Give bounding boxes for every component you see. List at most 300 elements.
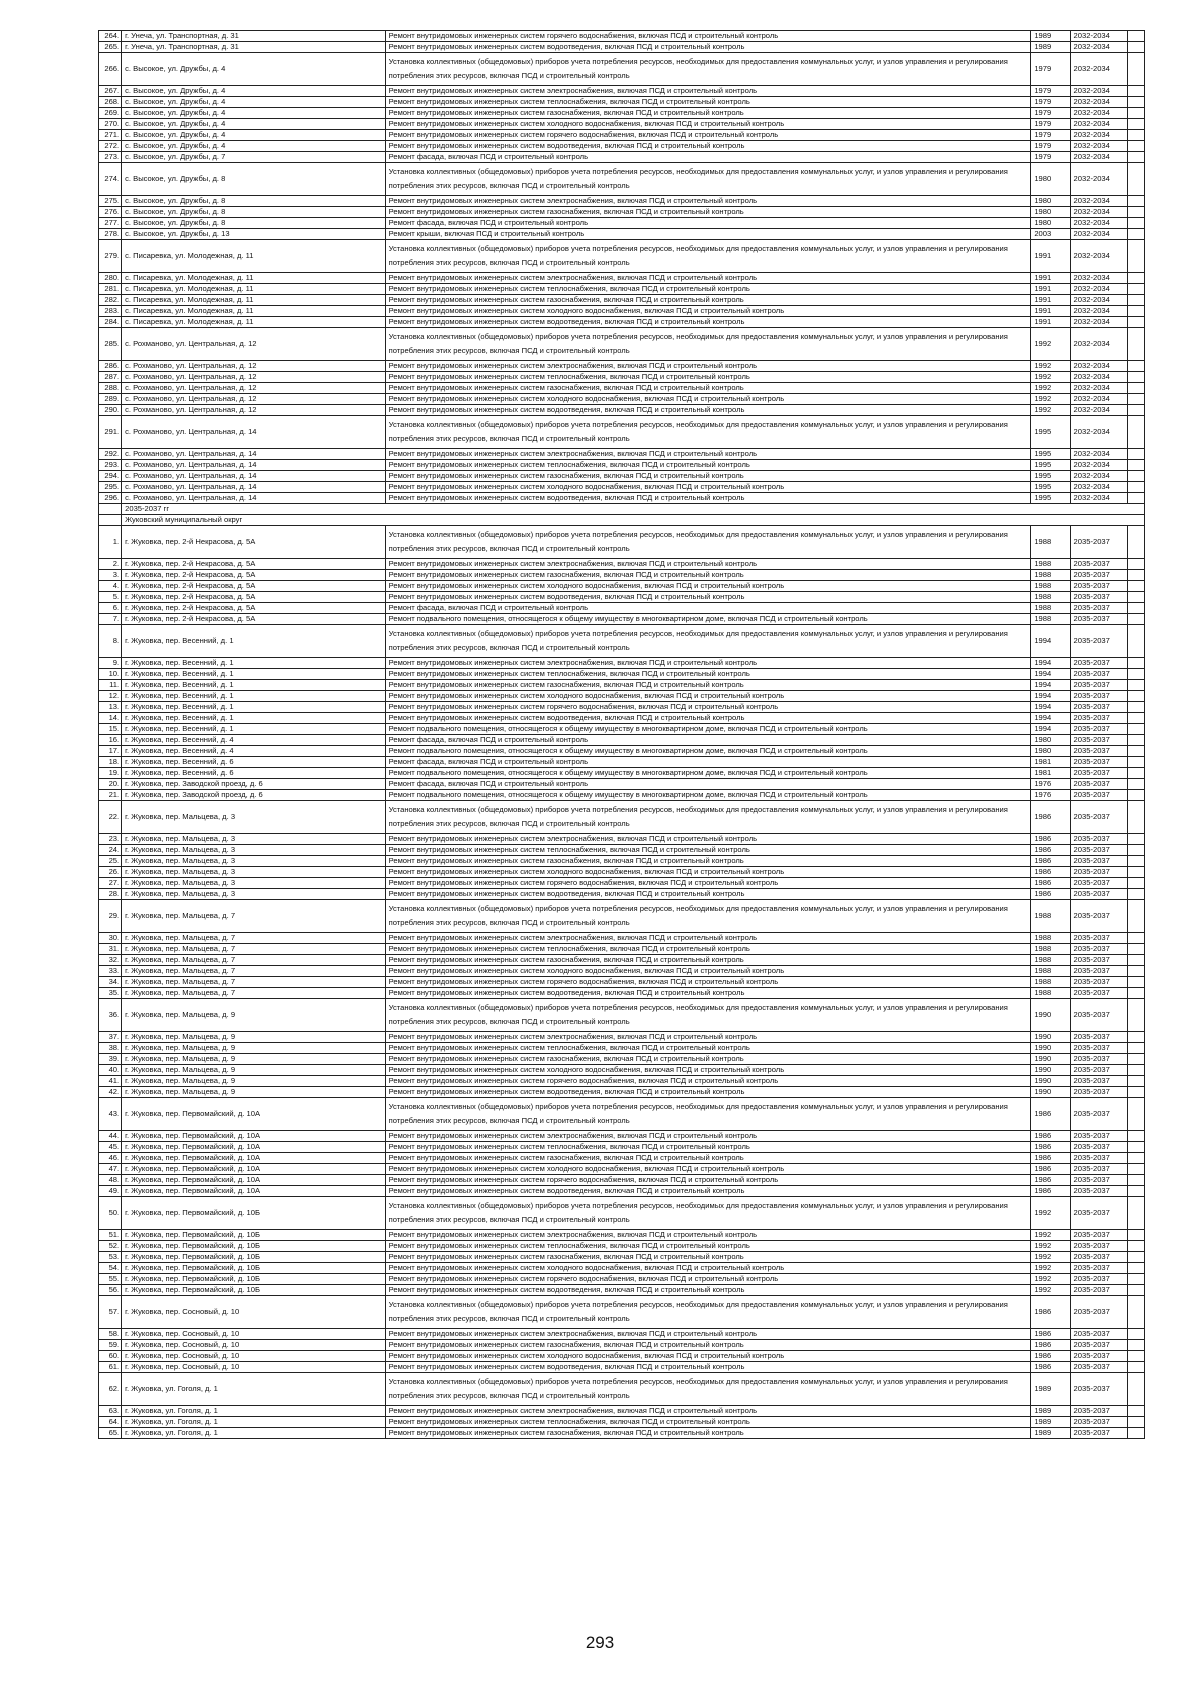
year-built-cell: 1990 xyxy=(1031,1076,1070,1087)
table-row xyxy=(99,735,1145,746)
address-cell: с. Высокое, ул. Дружбы, д. 4 xyxy=(122,119,386,130)
row-number: 46. xyxy=(99,1153,122,1164)
planned-period-cell: 2035-2037 xyxy=(1070,1274,1127,1285)
table-row xyxy=(99,889,1145,900)
table-row xyxy=(99,196,1145,207)
work-type-cell: Ремонт внутридомовых инженерных систем водоотведения, включая ПСД и строительный контроль xyxy=(385,493,1031,504)
empty-cell xyxy=(1127,966,1144,977)
address-cell: г. Жуковка, пер. Мальцева, д. 7 xyxy=(122,955,386,966)
row-number: 53. xyxy=(99,1252,122,1263)
planned-period-cell: 2032-2034 xyxy=(1070,471,1127,482)
row-number: 35. xyxy=(99,988,122,999)
table-row xyxy=(99,53,1145,86)
empty-cell xyxy=(1127,295,1144,306)
work-type-cell: Установка коллективных (общедомовых) приборов учета потребления ресурсов, необходимых для предоставления коммунальных услуг, и узлов управления и регулирования потребления этих ресурсов, включая ПСД и строительный контроль xyxy=(385,900,1031,933)
address-cell: г. Жуковка, пер. Мальцева, д. 9 xyxy=(122,1087,386,1098)
section-title: 2035-2037 гг xyxy=(122,504,1145,515)
year-built-cell: 1990 xyxy=(1031,999,1070,1032)
work-type-cell: Ремонт внутридомовых инженерных систем горячего водоснабжения, включая ПСД и строительный контроль xyxy=(385,130,1031,141)
table-row xyxy=(99,1164,1145,1175)
row-number: 49. xyxy=(99,1186,122,1197)
address-cell: г. Жуковка, пер. Мальцева, д. 7 xyxy=(122,966,386,977)
empty-cell xyxy=(1127,603,1144,614)
table-row xyxy=(99,757,1145,768)
address-cell: г. Жуковка, пер. Первомайский, д. 10Б xyxy=(122,1252,386,1263)
row-number: 14. xyxy=(99,713,122,724)
planned-period-cell: 2035-2037 xyxy=(1070,1153,1127,1164)
row-number: 274. xyxy=(99,163,122,196)
work-type-cell: Ремонт внутридомовых инженерных систем электроснабжения, включая ПСД и строительный контроль xyxy=(385,1032,1031,1043)
empty-cell xyxy=(1127,1032,1144,1043)
address-cell: с. Рохманово, ул. Центральная, д. 12 xyxy=(122,394,386,405)
planned-period-cell: 2032-2034 xyxy=(1070,284,1127,295)
empty-cell xyxy=(1127,306,1144,317)
year-built-cell: 1992 xyxy=(1031,1285,1070,1296)
year-built-cell: 1988 xyxy=(1031,581,1070,592)
planned-period-cell: 2035-2037 xyxy=(1070,691,1127,702)
work-type-cell: Ремонт крыши, включая ПСД и строительный контроль xyxy=(385,229,1031,240)
year-built-cell: 1979 xyxy=(1031,130,1070,141)
row-number: 31. xyxy=(99,944,122,955)
planned-period-cell: 2032-2034 xyxy=(1070,295,1127,306)
empty-cell xyxy=(1127,1230,1144,1241)
work-type-cell: Установка коллективных (общедомовых) приборов учета потребления ресурсов, необходимых для предоставления коммунальных услуг, и узлов управления и регулирования потребления этих ресурсов, включая ПСД и строительный контроль xyxy=(385,801,1031,834)
year-built-cell: 1989 xyxy=(1031,1417,1070,1428)
year-built-cell: 1986 xyxy=(1031,801,1070,834)
year-built-cell: 1994 xyxy=(1031,669,1070,680)
year-built-cell: 1981 xyxy=(1031,768,1070,779)
planned-period-cell: 2032-2034 xyxy=(1070,163,1127,196)
work-type-cell: Ремонт внутридомовых инженерных систем теплоснабжения, включая ПСД и строительный контроль xyxy=(385,1142,1031,1153)
work-type-cell: Ремонт внутридомовых инженерных систем газоснабжения, включая ПСД и строительный контроль xyxy=(385,1153,1031,1164)
work-type-cell: Установка коллективных (общедомовых) приборов учета потребления ресурсов, необходимых для предоставления коммунальных услуг, и узлов управления и регулирования потребления этих ресурсов, включая ПСД и строительный контроль xyxy=(385,1296,1031,1329)
empty-cell xyxy=(1127,1153,1144,1164)
work-type-cell: Ремонт внутридомовых инженерных систем горячего водоснабжения, включая ПСД и строительный контроль xyxy=(385,878,1031,889)
address-cell: г. Жуковка, пер. Весенний, д. 4 xyxy=(122,735,386,746)
table-row xyxy=(99,680,1145,691)
row-number: 266. xyxy=(99,53,122,86)
planned-period-cell: 2035-2037 xyxy=(1070,1285,1127,1296)
table-row xyxy=(99,163,1145,196)
year-built-cell: 1989 xyxy=(1031,1373,1070,1406)
empty-cell xyxy=(1127,119,1144,130)
work-type-cell: Ремонт внутридомовых инженерных систем холодного водоснабжения, включая ПСД и строительный контроль xyxy=(385,1164,1031,1175)
table-row xyxy=(99,702,1145,713)
address-cell: г. Жуковка, пер. Весенний, д. 4 xyxy=(122,746,386,757)
table-row xyxy=(99,1230,1145,1241)
row-number: 11. xyxy=(99,680,122,691)
row-number: 5. xyxy=(99,592,122,603)
planned-period-cell: 2035-2037 xyxy=(1070,1263,1127,1274)
table-row xyxy=(99,614,1145,625)
address-cell: с. Высокое, ул. Дружбы, д. 7 xyxy=(122,152,386,163)
address-cell: г. Жуковка, пер. Весенний, д. 1 xyxy=(122,669,386,680)
empty-cell xyxy=(1127,1406,1144,1417)
work-type-cell: Ремонт внутридомовых инженерных систем холодного водоснабжения, включая ПСД и строительный контроль xyxy=(385,482,1031,493)
row-number: 286. xyxy=(99,361,122,372)
row-number: 59. xyxy=(99,1340,122,1351)
year-built-cell: 1991 xyxy=(1031,295,1070,306)
empty-cell xyxy=(1127,97,1144,108)
table-row xyxy=(99,207,1145,218)
empty-cell xyxy=(1127,1274,1144,1285)
planned-period-cell: 2035-2037 xyxy=(1070,1142,1127,1153)
table-row xyxy=(99,1142,1145,1153)
address-cell: г. Жуковка, пер. Сосновый, д. 10 xyxy=(122,1329,386,1340)
planned-period-cell: 2035-2037 xyxy=(1070,1252,1127,1263)
row-number: 58. xyxy=(99,1329,122,1340)
year-built-cell: 1986 xyxy=(1031,1142,1070,1153)
year-built-cell: 1986 xyxy=(1031,1098,1070,1131)
year-built-cell: 1980 xyxy=(1031,207,1070,218)
row-number: 24. xyxy=(99,845,122,856)
year-built-cell: 1979 xyxy=(1031,141,1070,152)
row-number: 296. xyxy=(99,493,122,504)
work-type-cell: Ремонт внутридомовых инженерных систем водоотведения, включая ПСД и строительный контроль xyxy=(385,889,1031,900)
empty-cell xyxy=(1127,1417,1144,1428)
row-number: 7. xyxy=(99,614,122,625)
address-cell: с. Рохманово, ул. Центральная, д. 12 xyxy=(122,372,386,383)
work-type-cell: Ремонт внутридомовых инженерных систем холодного водоснабжения, включая ПСД и строительный контроль xyxy=(385,1263,1031,1274)
year-built-cell: 1995 xyxy=(1031,416,1070,449)
empty-cell xyxy=(1127,416,1144,449)
empty-cell xyxy=(1127,1285,1144,1296)
planned-period-cell: 2035-2037 xyxy=(1070,988,1127,999)
address-cell: с. Рохманово, ул. Центральная, д. 14 xyxy=(122,493,386,504)
table-row xyxy=(99,449,1145,460)
work-type-cell: Ремонт внутридомовых инженерных систем холодного водоснабжения, включая ПСД и строительный контроль xyxy=(385,1065,1031,1076)
row-number: 279. xyxy=(99,240,122,273)
year-built-cell: 1992 xyxy=(1031,328,1070,361)
table-row xyxy=(99,1351,1145,1362)
table-row xyxy=(99,625,1145,658)
empty-cell xyxy=(1127,1252,1144,1263)
row-number: 63. xyxy=(99,1406,122,1417)
address-cell: г. Жуковка, пер. Первомайский, д. 10А xyxy=(122,1175,386,1186)
work-type-cell: Ремонт внутридомовых инженерных систем теплоснабжения, включая ПСД и строительный контроль xyxy=(385,1241,1031,1252)
table-row xyxy=(99,746,1145,757)
work-type-cell: Установка коллективных (общедомовых) приборов учета потребления ресурсов, необходимых для предоставления коммунальных услуг, и узлов управления и регулирования потребления этих ресурсов, включая ПСД и строительный контроль xyxy=(385,1197,1031,1230)
address-cell: с. Рохманово, ул. Центральная, д. 12 xyxy=(122,328,386,361)
address-cell: г. Жуковка, пер. Сосновый, д. 10 xyxy=(122,1296,386,1329)
year-built-cell: 1991 xyxy=(1031,273,1070,284)
work-type-cell: Ремонт внутридомовых инженерных систем газоснабжения, включая ПСД и строительный контроль xyxy=(385,207,1031,218)
work-type-cell: Ремонт внутридомовых инженерных систем водоотведения, включая ПСД и строительный контроль xyxy=(385,405,1031,416)
row-number: 268. xyxy=(99,97,122,108)
empty-cell xyxy=(1127,625,1144,658)
empty-cell xyxy=(1127,1296,1144,1329)
table-row xyxy=(99,1417,1145,1428)
planned-period-cell: 2035-2037 xyxy=(1070,702,1127,713)
empty-cell xyxy=(1127,130,1144,141)
year-built-cell: 1990 xyxy=(1031,1054,1070,1065)
work-type-cell: Ремонт внутридомовых инженерных систем холодного водоснабжения, включая ПСД и строительный контроль xyxy=(385,119,1031,130)
planned-period-cell: 2035-2037 xyxy=(1070,1362,1127,1373)
table-row xyxy=(99,834,1145,845)
table-row xyxy=(99,218,1145,229)
empty-cell xyxy=(1127,229,1144,240)
year-built-cell: 1994 xyxy=(1031,724,1070,735)
address-cell: г. Жуковка, ул. Гоголя, д. 1 xyxy=(122,1428,386,1439)
row-number: 282. xyxy=(99,295,122,306)
planned-period-cell: 2032-2034 xyxy=(1070,119,1127,130)
address-cell: г. Жуковка, ул. Гоголя, д. 1 xyxy=(122,1373,386,1406)
address-cell: г. Жуковка, пер. Первомайский, д. 10Б xyxy=(122,1263,386,1274)
planned-period-cell: 2032-2034 xyxy=(1070,207,1127,218)
empty-cell xyxy=(1127,1131,1144,1142)
table-row xyxy=(99,845,1145,856)
empty-cell xyxy=(1127,383,1144,394)
address-cell: с. Писаревка, ул. Молодежная, д. 11 xyxy=(122,273,386,284)
empty-cell xyxy=(1127,240,1144,273)
row-number: 30. xyxy=(99,933,122,944)
address-cell: г. Жуковка, пер. Весенний, д. 1 xyxy=(122,713,386,724)
year-built-cell: 1995 xyxy=(1031,482,1070,493)
year-built-cell: 1980 xyxy=(1031,735,1070,746)
row-number: 277. xyxy=(99,218,122,229)
address-cell: с. Высокое, ул. Дружбы, д. 4 xyxy=(122,108,386,119)
work-type-cell: Установка коллективных (общедомовых) приборов учета потребления ресурсов, необходимых для предоставления коммунальных услуг, и узлов управления и регулирования потребления этих ресурсов, включая ПСД и строительный контроль xyxy=(385,526,1031,559)
row-number: 12. xyxy=(99,691,122,702)
table-row xyxy=(99,779,1145,790)
work-type-cell: Ремонт внутридомовых инженерных систем водоотведения, включая ПСД и строительный контроль xyxy=(385,1285,1031,1296)
row-number: 271. xyxy=(99,130,122,141)
empty-cell xyxy=(1127,570,1144,581)
empty-cell xyxy=(1127,768,1144,779)
work-type-cell: Ремонт фасада, включая ПСД и строительный контроль xyxy=(385,779,1031,790)
row-number: 43. xyxy=(99,1098,122,1131)
year-built-cell: 1995 xyxy=(1031,471,1070,482)
planned-period-cell: 2035-2037 xyxy=(1070,570,1127,581)
planned-period-cell: 2035-2037 xyxy=(1070,1230,1127,1241)
empty-cell xyxy=(1127,746,1144,757)
work-type-cell: Ремонт внутридомовых инженерных систем теплоснабжения, включая ПСД и строительный контроль xyxy=(385,845,1031,856)
row-number: 269. xyxy=(99,108,122,119)
empty-cell xyxy=(1127,449,1144,460)
empty-cell xyxy=(1127,86,1144,97)
planned-period-cell: 2032-2034 xyxy=(1070,405,1127,416)
empty-cell xyxy=(1127,581,1144,592)
row-number: 284. xyxy=(99,317,122,328)
row-number: 285. xyxy=(99,328,122,361)
empty-cell xyxy=(1127,713,1144,724)
work-type-cell: Установка коллективных (общедомовых) приборов учета потребления ресурсов, необходимых для предоставления коммунальных услуг, и узлов управления и регулирования потребления этих ресурсов, включая ПСД и строительный контроль xyxy=(385,53,1031,86)
year-built-cell: 1995 xyxy=(1031,449,1070,460)
year-built-cell: 1979 xyxy=(1031,152,1070,163)
planned-period-cell: 2035-2037 xyxy=(1070,1076,1127,1087)
empty-cell xyxy=(1127,889,1144,900)
work-type-cell: Ремонт внутридомовых инженерных систем электроснабжения, включая ПСД и строительный контроль xyxy=(385,449,1031,460)
planned-period-cell: 2035-2037 xyxy=(1070,834,1127,845)
work-type-cell: Ремонт внутридомовых инженерных систем горячего водоснабжения, включая ПСД и строительный контроль xyxy=(385,1274,1031,1285)
row-number: 16. xyxy=(99,735,122,746)
planned-period-cell: 2035-2037 xyxy=(1070,1351,1127,1362)
row-number: 32. xyxy=(99,955,122,966)
work-type-cell: Ремонт внутридомовых инженерных систем водоотведения, включая ПСД и строительный контроль xyxy=(385,141,1031,152)
address-cell: г. Жуковка, пер. Первомайский, д. 10А xyxy=(122,1131,386,1142)
address-cell: г. Жуковка, пер. Сосновый, д. 10 xyxy=(122,1362,386,1373)
table-row xyxy=(99,240,1145,273)
work-type-cell: Ремонт внутридомовых инженерных систем теплоснабжения, включая ПСД и строительный контроль xyxy=(385,460,1031,471)
year-built-cell: 1986 xyxy=(1031,1131,1070,1142)
document-sheet xyxy=(98,30,1145,1439)
work-type-cell: Установка коллективных (общедомовых) приборов учета потребления ресурсов, необходимых для предоставления коммунальных услуг, и узлов управления и регулирования потребления этих ресурсов, включая ПСД и строительный контроль xyxy=(385,625,1031,658)
work-type-cell: Установка коллективных (общедомовых) приборов учета потребления ресурсов, необходимых для предоставления коммунальных услуг, и узлов управления и регулирования потребления этих ресурсов, включая ПСД и строительный контроль xyxy=(385,416,1031,449)
work-type-cell: Установка коллективных (общедомовых) приборов учета потребления ресурсов, необходимых для предоставления коммунальных услуг, и узлов управления и регулирования потребления этих ресурсов, включая ПСД и строительный контроль xyxy=(385,999,1031,1032)
row-number: 275. xyxy=(99,196,122,207)
table-row xyxy=(99,768,1145,779)
row-number: 22. xyxy=(99,801,122,834)
row-number: 8. xyxy=(99,625,122,658)
address-cell: г. Жуковка, пер. Мальцева, д. 3 xyxy=(122,867,386,878)
address-cell: г. Жуковка, пер. 2-й Некрасова, д. 5А xyxy=(122,614,386,625)
row-number: 64. xyxy=(99,1417,122,1428)
row-number: 37. xyxy=(99,1032,122,1043)
planned-period-cell: 2035-2037 xyxy=(1070,1043,1127,1054)
row-number: 55. xyxy=(99,1274,122,1285)
empty-cell xyxy=(1127,801,1144,834)
work-type-cell: Ремонт внутридомовых инженерных систем горячего водоснабжения, включая ПСД и строительный контроль xyxy=(385,1076,1031,1087)
planned-period-cell: 2035-2037 xyxy=(1070,856,1127,867)
year-built-cell: 2003 xyxy=(1031,229,1070,240)
address-cell: г. Жуковка, пер. Заводской проезд, д. 6 xyxy=(122,790,386,801)
year-built-cell: 1988 xyxy=(1031,977,1070,988)
empty-cell xyxy=(1127,152,1144,163)
row-number: 36. xyxy=(99,999,122,1032)
planned-period-cell: 2035-2037 xyxy=(1070,1098,1127,1131)
address-cell: г. Жуковка, пер. Заводской проезд, д. 6 xyxy=(122,779,386,790)
year-built-cell: 1988 xyxy=(1031,603,1070,614)
empty-cell xyxy=(1127,702,1144,713)
planned-period-cell: 2035-2037 xyxy=(1070,581,1127,592)
row-number: 264. xyxy=(99,31,122,42)
planned-period-cell: 2035-2037 xyxy=(1070,768,1127,779)
empty-cell xyxy=(1127,1373,1144,1406)
planned-period-cell: 2035-2037 xyxy=(1070,900,1127,933)
planned-period-cell: 2035-2037 xyxy=(1070,1054,1127,1065)
year-built-cell: 1990 xyxy=(1031,1087,1070,1098)
planned-period-cell: 2035-2037 xyxy=(1070,1373,1127,1406)
table-row xyxy=(99,801,1145,834)
empty-cell xyxy=(1127,1197,1144,1230)
work-type-cell: Ремонт внутридомовых инженерных систем водоотведения, включая ПСД и строительный контроль xyxy=(385,1186,1031,1197)
address-cell: с. Высокое, ул. Дружбы, д. 8 xyxy=(122,163,386,196)
empty-cell xyxy=(1127,1164,1144,1175)
section-header-row xyxy=(99,504,1145,515)
table-row xyxy=(99,295,1145,306)
planned-period-cell: 2032-2034 xyxy=(1070,482,1127,493)
work-type-cell: Ремонт внутридомовых инженерных систем электроснабжения, включая ПСД и строительный контроль xyxy=(385,1329,1031,1340)
address-cell: с. Высокое, ул. Дружбы, д. 4 xyxy=(122,141,386,152)
planned-period-cell: 2032-2034 xyxy=(1070,152,1127,163)
address-cell: г. Жуковка, пер. Мальцева, д. 9 xyxy=(122,1076,386,1087)
table-row xyxy=(99,1362,1145,1373)
planned-period-cell: 2032-2034 xyxy=(1070,86,1127,97)
row-number: 29. xyxy=(99,900,122,933)
address-cell: с. Высокое, ул. Дружбы, д. 4 xyxy=(122,86,386,97)
table-row xyxy=(99,1285,1145,1296)
row-number: 26. xyxy=(99,867,122,878)
work-type-cell: Ремонт внутридомовых инженерных систем теплоснабжения, включая ПСД и строительный контроль xyxy=(385,1043,1031,1054)
row-number-cell xyxy=(99,515,122,526)
planned-period-cell: 2032-2034 xyxy=(1070,416,1127,449)
year-built-cell: 1980 xyxy=(1031,196,1070,207)
table-row xyxy=(99,97,1145,108)
address-cell: с. Высокое, ул. Дружбы, д. 8 xyxy=(122,218,386,229)
year-built-cell: 1988 xyxy=(1031,944,1070,955)
year-built-cell: 1979 xyxy=(1031,119,1070,130)
year-built-cell: 1989 xyxy=(1031,31,1070,42)
table-row xyxy=(99,493,1145,504)
work-type-cell: Ремонт фасада, включая ПСД и строительный контроль xyxy=(385,218,1031,229)
empty-cell xyxy=(1127,317,1144,328)
work-type-cell: Ремонт внутридомовых инженерных систем горячего водоснабжения, включая ПСД и строительный контроль xyxy=(385,977,1031,988)
planned-period-cell: 2032-2034 xyxy=(1070,42,1127,53)
section-header-row xyxy=(99,515,1145,526)
table-row xyxy=(99,581,1145,592)
empty-cell xyxy=(1127,1186,1144,1197)
empty-cell xyxy=(1127,1087,1144,1098)
work-type-cell: Ремонт внутридомовых инженерных систем электроснабжения, включая ПСД и строительный контроль xyxy=(385,1406,1031,1417)
row-number: 294. xyxy=(99,471,122,482)
year-built-cell: 1986 xyxy=(1031,845,1070,856)
address-cell: г. Жуковка, пер. 2-й Некрасова, д. 5А xyxy=(122,559,386,570)
empty-cell xyxy=(1127,163,1144,196)
planned-period-cell: 2032-2034 xyxy=(1070,196,1127,207)
planned-period-cell: 2035-2037 xyxy=(1070,1340,1127,1351)
row-number: 27. xyxy=(99,878,122,889)
address-cell: г. Жуковка, пер. Весенний, д. 6 xyxy=(122,757,386,768)
table-row xyxy=(99,1406,1145,1417)
table-row xyxy=(99,1043,1145,1054)
table-row xyxy=(99,152,1145,163)
row-number: 288. xyxy=(99,383,122,394)
address-cell: с. Рохманово, ул. Центральная, д. 14 xyxy=(122,449,386,460)
work-type-cell: Ремонт внутридомовых инженерных систем электроснабжения, включая ПСД и строительный контроль xyxy=(385,196,1031,207)
row-number: 6. xyxy=(99,603,122,614)
year-built-cell: 1986 xyxy=(1031,1153,1070,1164)
row-number: 23. xyxy=(99,834,122,845)
planned-period-cell: 2032-2034 xyxy=(1070,130,1127,141)
table-row xyxy=(99,592,1145,603)
table-row xyxy=(99,372,1145,383)
year-built-cell: 1986 xyxy=(1031,1175,1070,1186)
empty-cell xyxy=(1127,1351,1144,1362)
table-row xyxy=(99,658,1145,669)
empty-cell xyxy=(1127,1142,1144,1153)
work-type-cell: Ремонт внутридомовых инженерных систем горячего водоснабжения, включая ПСД и строительный контроль xyxy=(385,31,1031,42)
row-number: 57. xyxy=(99,1296,122,1329)
empty-cell xyxy=(1127,1098,1144,1131)
work-type-cell: Ремонт внутридомовых инженерных систем холодного водоснабжения, включая ПСД и строительный контроль xyxy=(385,691,1031,702)
row-number: 48. xyxy=(99,1175,122,1186)
address-cell: с. Рохманово, ул. Центральная, д. 14 xyxy=(122,460,386,471)
year-built-cell: 1988 xyxy=(1031,955,1070,966)
address-cell: г. Жуковка, пер. Весенний, д. 6 xyxy=(122,768,386,779)
work-type-cell: Ремонт внутридомовых инженерных систем водоотведения, включая ПСД и строительный контроль xyxy=(385,42,1031,53)
planned-period-cell: 2032-2034 xyxy=(1070,383,1127,394)
work-type-cell: Ремонт внутридомовых инженерных систем теплоснабжения, включая ПСД и строительный контроль xyxy=(385,1417,1031,1428)
work-type-cell: Ремонт подвального помещения, относящегося к общему имуществу в многоквартирном доме, включая ПСД и строительный контроль xyxy=(385,614,1031,625)
row-number: 295. xyxy=(99,482,122,493)
address-cell: г. Жуковка, ул. Гоголя, д. 1 xyxy=(122,1417,386,1428)
table-row xyxy=(99,713,1145,724)
planned-period-cell: 2035-2037 xyxy=(1070,1406,1127,1417)
empty-cell xyxy=(1127,977,1144,988)
row-number: 19. xyxy=(99,768,122,779)
empty-cell xyxy=(1127,42,1144,53)
table-row xyxy=(99,570,1145,581)
